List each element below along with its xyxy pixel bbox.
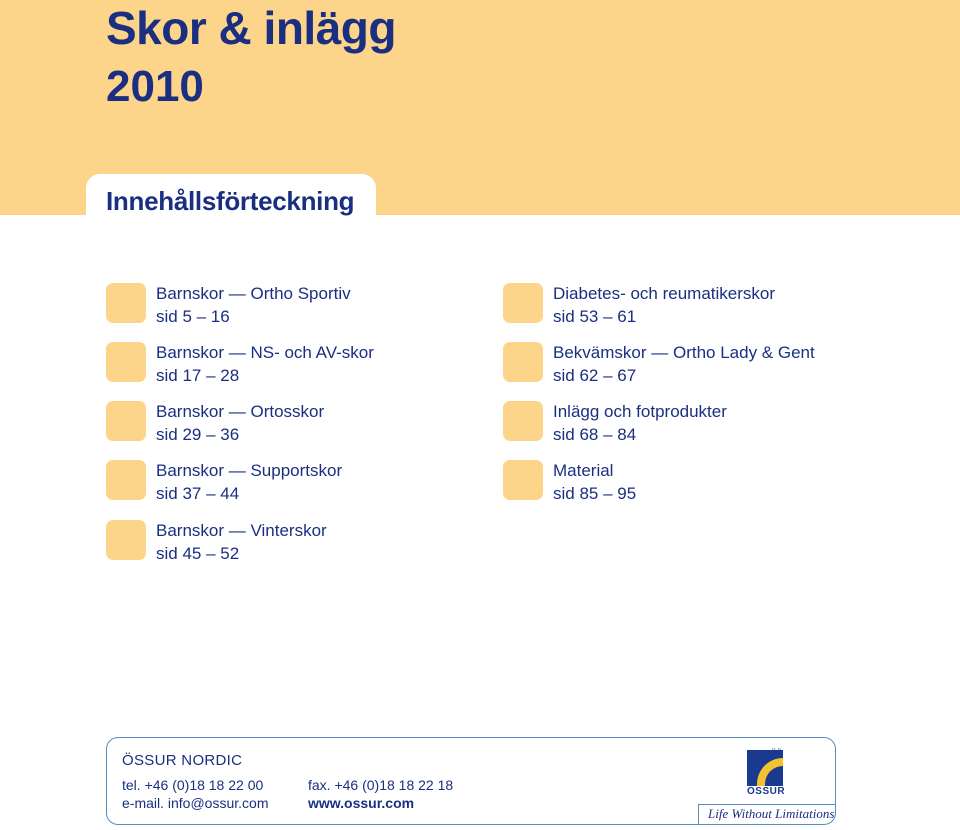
company-name: ÖSSUR NORDIC bbox=[122, 752, 243, 769]
toc-bullet bbox=[106, 520, 146, 560]
logo-dots: öö bbox=[771, 747, 782, 757]
toc-item-label: Barnskor — NS- och AV-skor bbox=[156, 343, 374, 362]
toc-item-ortosskor[interactable] bbox=[106, 401, 506, 445]
tagline: Life Without Limitations bbox=[708, 806, 835, 821]
fax-number: fax. +46 (0)18 18 22 18 bbox=[308, 777, 454, 793]
toc-item-label: Barnskor — Supportskor bbox=[156, 461, 343, 480]
toc-item-label: Bekvämskor — Ortho Lady & Gent bbox=[553, 343, 815, 362]
toc-bullet bbox=[503, 283, 543, 323]
toc-bullet bbox=[106, 342, 146, 382]
toc-item-pages: sid 45 – 52 bbox=[156, 544, 240, 563]
toc-item-diabetes[interactable] bbox=[503, 283, 903, 327]
toc-item-pages: sid 85 – 95 bbox=[553, 484, 637, 503]
toc-item-ns-av-skor[interactable] bbox=[106, 342, 506, 386]
toc-item-pages: sid 37 – 44 bbox=[156, 484, 240, 503]
toc-item-pages: sid 17 – 28 bbox=[156, 366, 240, 385]
toc-item-label: Diabetes- och reumatikerskor bbox=[553, 284, 776, 303]
toc-item-label: Barnskor — Vinterskor bbox=[156, 521, 327, 540]
website-link[interactable]: www.ossur.com bbox=[308, 795, 415, 811]
page-title: Skor & inlägg bbox=[106, 2, 396, 54]
year-label: 2010 bbox=[106, 62, 204, 111]
toc-item-pages: sid 53 – 61 bbox=[553, 307, 637, 326]
toc-item-pages: sid 62 – 67 bbox=[553, 366, 637, 385]
toc-item-supportskor[interactable] bbox=[106, 460, 506, 504]
toc-bullet bbox=[106, 460, 146, 500]
toc-bullet bbox=[503, 342, 543, 382]
toc-item-label: Barnskor — Ortho Sportiv bbox=[156, 284, 351, 303]
toc-item-pages: sid 68 – 84 bbox=[553, 425, 637, 444]
toc-item-label: Inlägg och fotprodukter bbox=[553, 402, 727, 421]
toc-item-material[interactable] bbox=[503, 460, 903, 504]
toc-bullet bbox=[106, 401, 146, 441]
toc-item-vinterskor[interactable] bbox=[106, 520, 506, 564]
toc-item-bekvamskor[interactable] bbox=[503, 342, 903, 386]
toc-bullet bbox=[503, 460, 543, 500]
toc-item-label: Barnskor — Ortosskor bbox=[156, 402, 325, 421]
toc-item-ortho-sportiv[interactable] bbox=[106, 283, 506, 327]
toc-item-pages: sid 5 – 16 bbox=[156, 307, 230, 326]
toc-item-pages: sid 29 – 36 bbox=[156, 425, 240, 444]
toc-heading: Innehållsförteckning bbox=[106, 186, 355, 216]
phone-number: tel. +46 (0)18 18 22 00 bbox=[122, 777, 264, 793]
toc-bullet bbox=[106, 283, 146, 323]
toc-item-label: Material bbox=[553, 461, 614, 480]
logo-wordmark: ÖSSUR bbox=[747, 786, 786, 797]
toc-bullet bbox=[503, 401, 543, 441]
email-link[interactable]: e-mail. info@ossur.com bbox=[122, 795, 269, 811]
toc-item-inlagg[interactable] bbox=[503, 401, 903, 445]
